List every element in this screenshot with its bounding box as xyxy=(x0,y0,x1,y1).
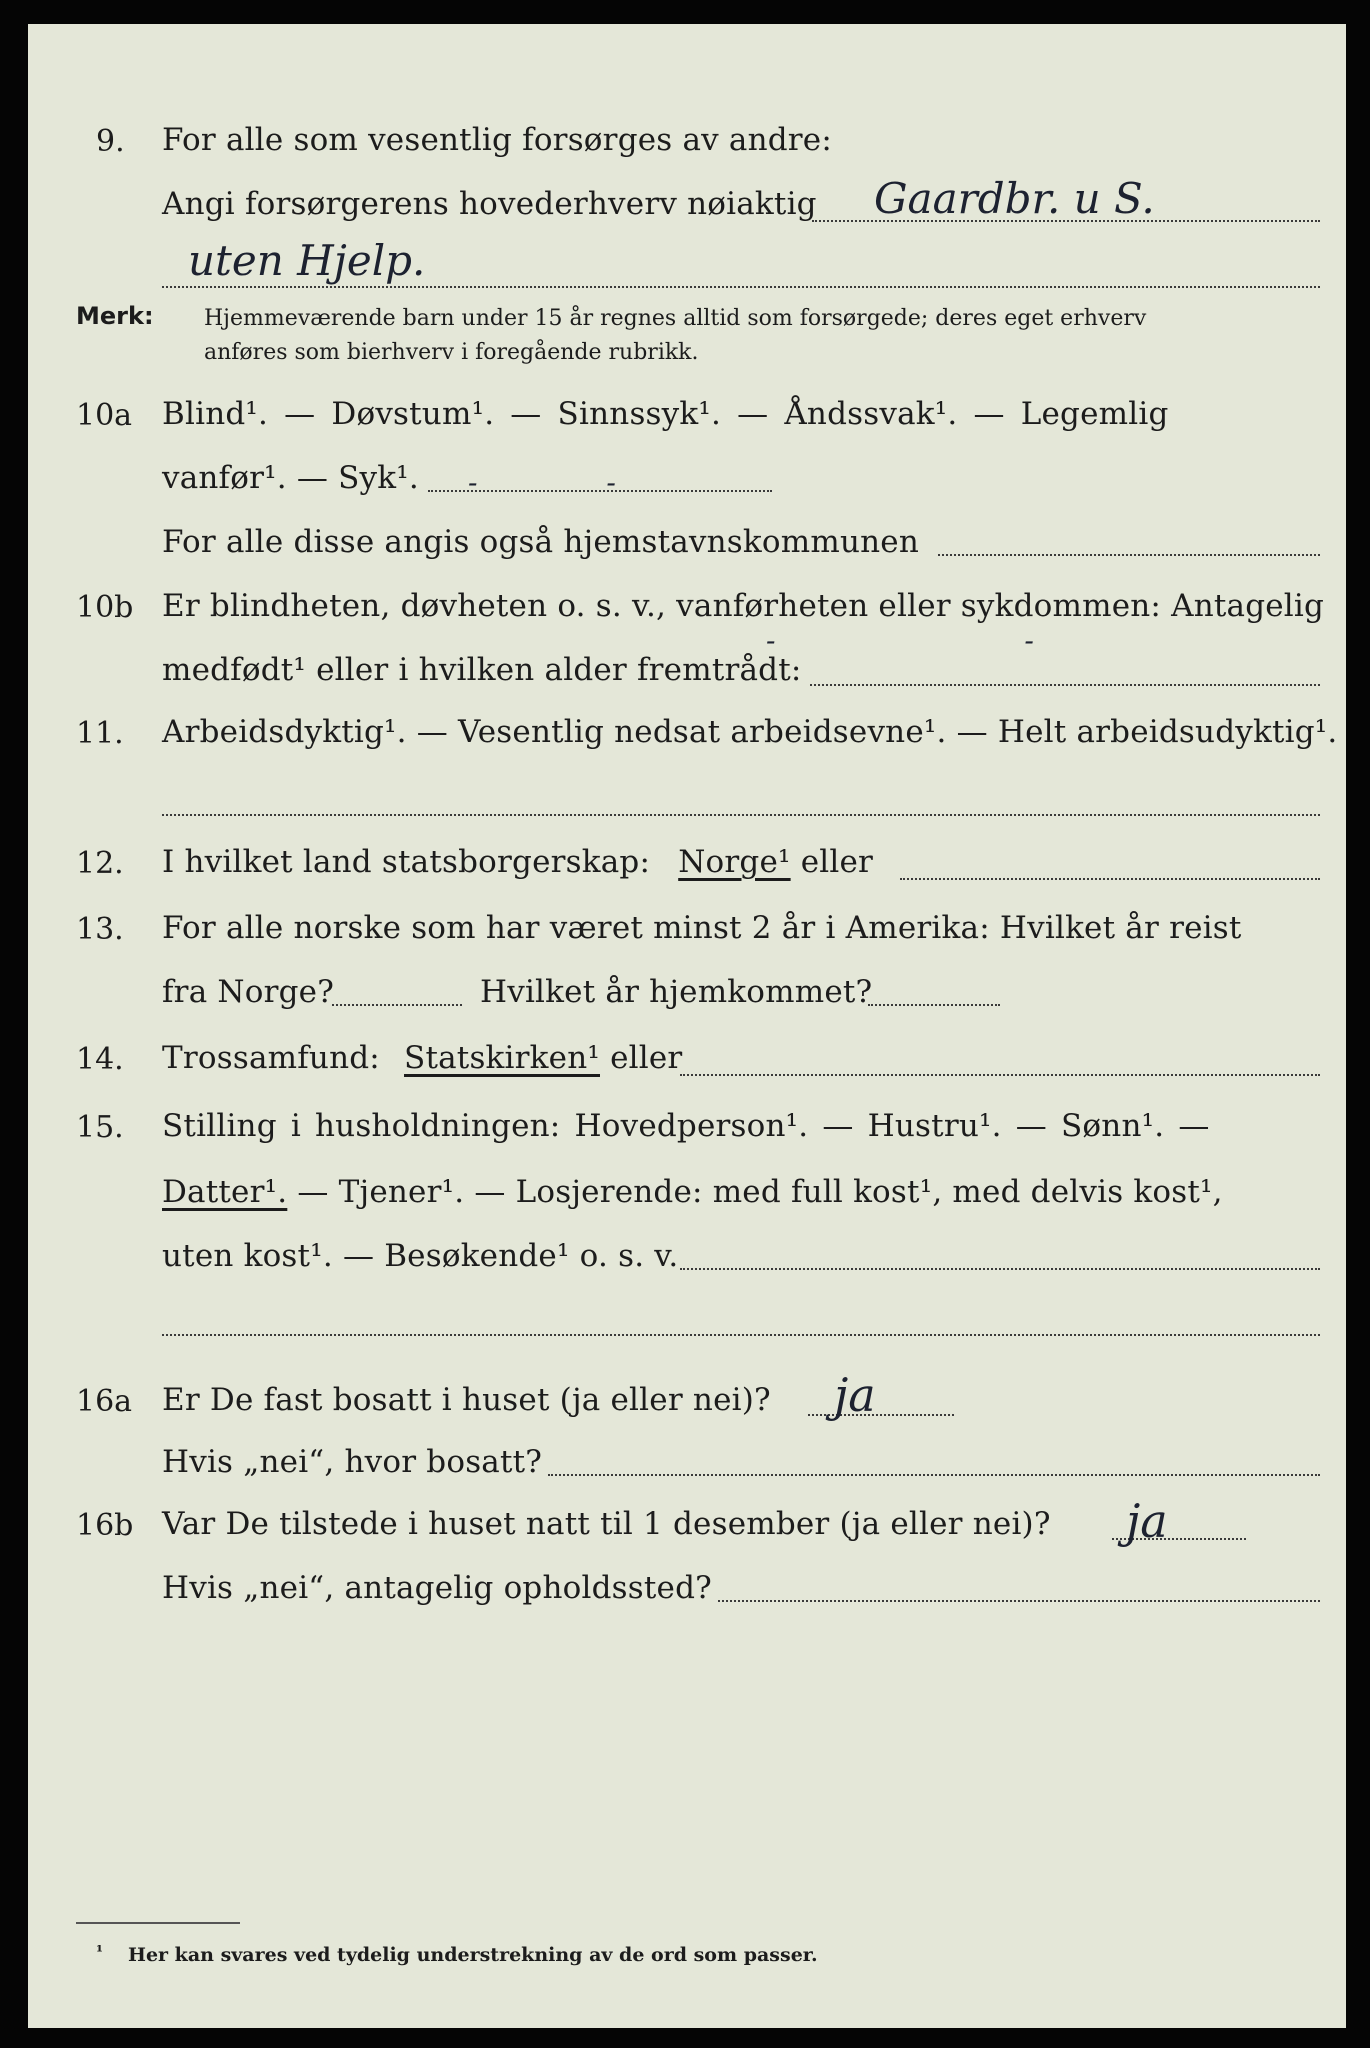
merk-label: Merk: xyxy=(76,302,154,330)
q16a-number: 16a xyxy=(76,1384,133,1419)
q16a-residence-line xyxy=(548,1474,1320,1476)
q10b-number: 10b xyxy=(76,590,134,625)
q13-line1: For alle norske som har været minst 2 år i Amerika: Hvilket år reist xyxy=(162,910,1242,946)
q10a-number: 10a xyxy=(76,398,133,433)
q13-number: 13. xyxy=(76,912,124,947)
q16b-line1: Var De tilstede i huset natt til 1 desember (ja eller nei)? xyxy=(162,1506,1051,1542)
q13-departure-year-line xyxy=(332,1004,462,1006)
q15-answer-line2 xyxy=(162,1334,1320,1336)
q9-number: 9. xyxy=(96,124,125,159)
merk-line2: anføres som bierhverv i foregående rubrikk. xyxy=(204,340,699,365)
q10a-line3: For alle disse angis også hjemstavnskommunen xyxy=(162,524,919,560)
q10a-line1: Blind¹. — Døvstum¹. — Sinnssyk¹. — Åndssvak¹. — Legemlig xyxy=(162,396,1169,432)
q11-answer-line xyxy=(162,814,1320,816)
q16b-handwritten-answer: ja xyxy=(1126,1494,1168,1548)
q15-number: 15. xyxy=(76,1110,124,1145)
q14-eller: eller xyxy=(610,1040,683,1076)
q15-datter-underlined: Datter¹. xyxy=(162,1174,288,1210)
q11-number: 11. xyxy=(76,716,124,751)
q10a-line2: vanfør¹. — Syk¹. xyxy=(162,460,419,496)
q13-line2a: fra Norge? xyxy=(162,974,335,1010)
q9-answer-line2 xyxy=(162,286,1320,288)
q13-return-year-line xyxy=(868,1004,1000,1006)
q10a-hometown-line xyxy=(938,554,1320,556)
q16b-number: 16b xyxy=(76,1508,134,1543)
q16b-line2: Hvis „nei“, antagelig opholdssted? xyxy=(162,1570,712,1606)
q9-line1: For alle som vesentlig forsørges av andre: xyxy=(162,122,832,158)
q12-norge-underlined: Norge¹ xyxy=(678,844,791,880)
q9-handwritten-occupation: Gaardbr. u S. xyxy=(874,174,1155,223)
q12-question: I hvilket land statsborgerskap: xyxy=(162,844,651,880)
census-form-page xyxy=(28,24,1346,2028)
q14-statskirken-underlined: Statskirken¹ xyxy=(404,1040,600,1076)
q10b-line1: Er blindheten, døvheten o. s. v., vanførheten eller sykdommen: Antagelig xyxy=(162,588,1325,624)
merk-line1: Hjemmeværende barn under 15 år regnes alltid som forsørgede; deres eget erhverv xyxy=(204,306,1147,331)
q13-line2b: Hvilket år hjemkommet? xyxy=(480,974,873,1010)
q10b-line2: medfødt¹ eller i hvilken alder fremtrådt: xyxy=(162,652,802,688)
q12-eller: eller xyxy=(800,844,874,880)
q14-question: Trossamfund: xyxy=(162,1040,380,1076)
q15-line2-rest: — Tjener¹. — Losjerende: med full kost¹, med delvis kost¹, xyxy=(297,1174,1223,1210)
footnote-mark: ¹ xyxy=(96,1942,104,1961)
q16a-handwritten-answer: ja xyxy=(834,1368,876,1422)
q12-line xyxy=(162,844,873,880)
q14-answer-line xyxy=(680,1074,1320,1076)
q12-answer-line xyxy=(900,878,1320,880)
q10b-answer-line xyxy=(810,684,1320,686)
q10a-handwritten-dashes: - - xyxy=(468,466,676,499)
q11-line1: Arbeidsdyktig¹. — Vesentlig nedsat arbeidsevne¹. — Helt arbeidsudyktig¹. xyxy=(162,714,1338,750)
q15-line2 xyxy=(162,1174,1223,1210)
q15-line1: Stilling i husholdningen: Hovedperson¹. — Hustru¹. — Sønn¹. — xyxy=(162,1108,1210,1144)
q16a-line1: Er De fast bosatt i huset (ja eller nei)? xyxy=(162,1382,771,1418)
q9-handwritten-detail: uten Hjelp. xyxy=(188,236,426,285)
q9-line2: Angi forsørgerens hovederhverv nøiaktig xyxy=(162,186,817,222)
q14-line xyxy=(162,1040,682,1076)
q14-number: 14. xyxy=(76,1042,124,1077)
q16a-answer-line xyxy=(808,1414,954,1416)
q16b-location-line xyxy=(718,1600,1320,1602)
q10b-handwritten-dashes: - - xyxy=(766,624,1154,657)
q16a-line2: Hvis „nei“, hvor bosatt? xyxy=(162,1444,543,1480)
q12-number: 12. xyxy=(76,846,124,881)
footnote-text: Her kan svares ved tydelig understrekning av de ord som passer. xyxy=(128,1944,818,1966)
footnote-rule xyxy=(76,1922,240,1924)
q15-line3: uten kost¹. — Besøkende¹ o. s. v. xyxy=(162,1238,679,1274)
q15-answer-line1 xyxy=(680,1268,1320,1270)
